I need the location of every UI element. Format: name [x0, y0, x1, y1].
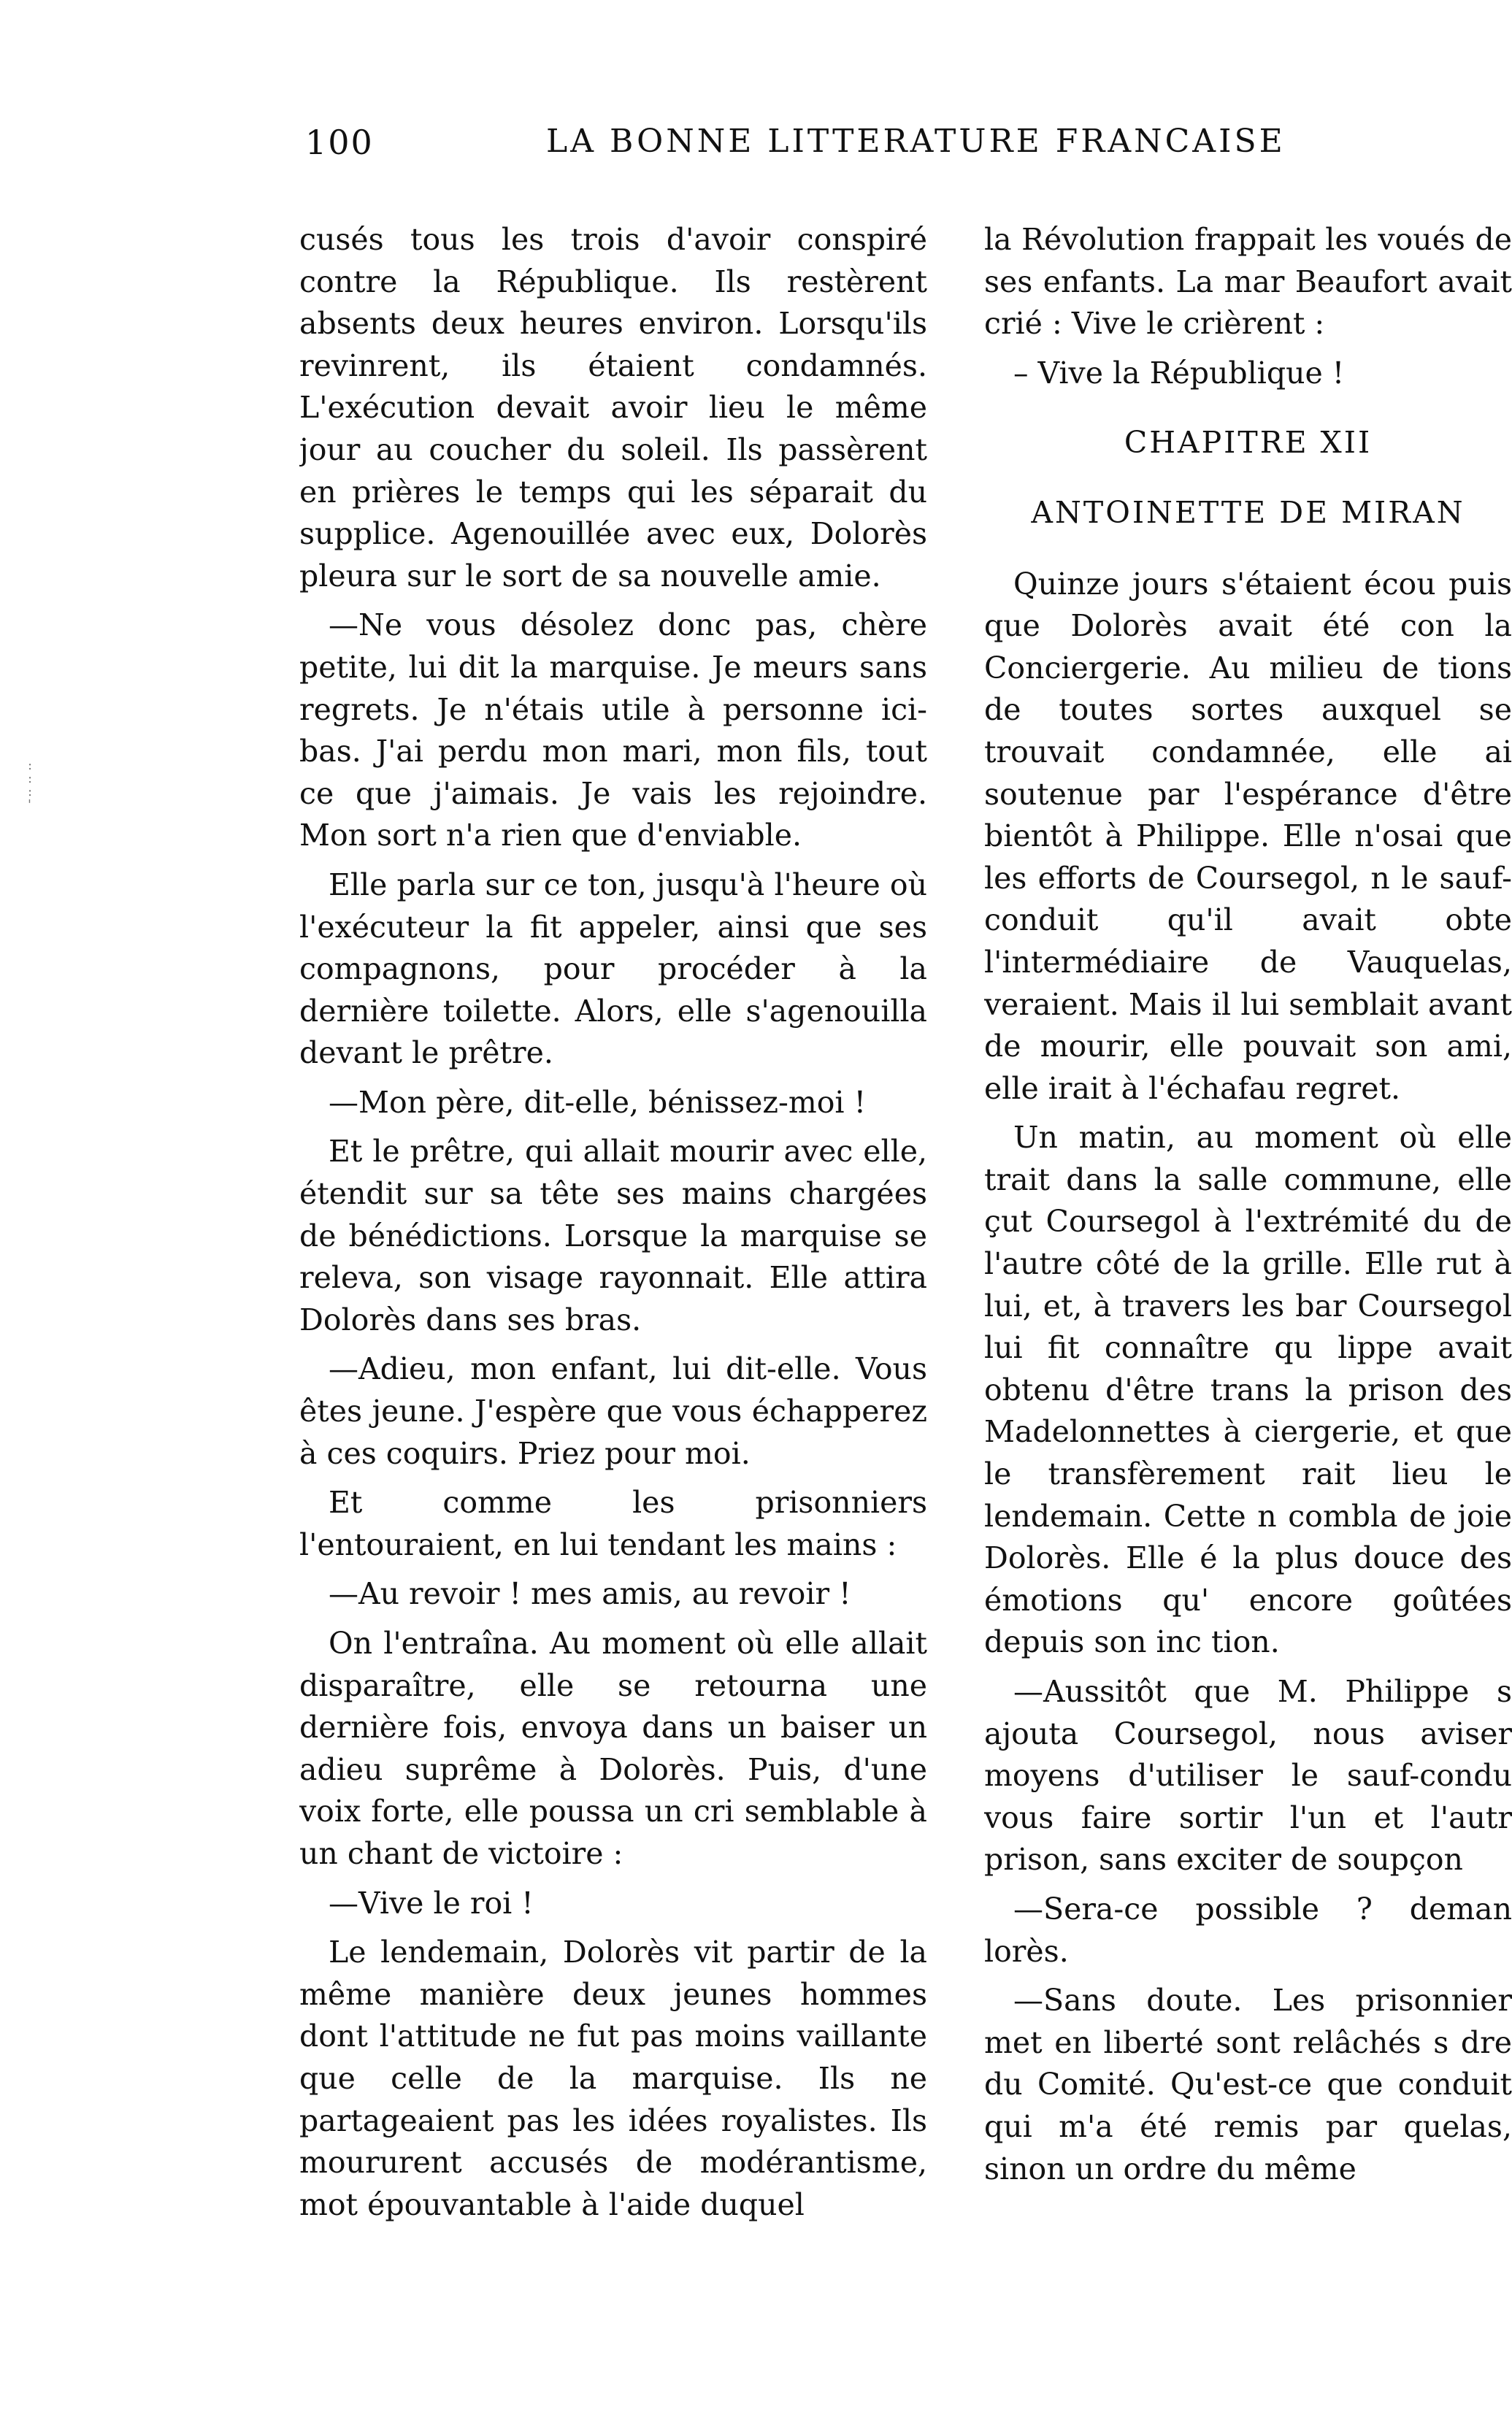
paragraph: —Au revoir ! mes amis, au revoir !	[329, 1576, 851, 1612]
paragraph: Le lendemain, Dolorès vit partir de la même manière deux jeunes hommes dont l'attitude ne fut pas moins vaillante que celle de la marquise. Ils ne partageaient pas les idées royalistes. Ils moururent accusés de modérantisme, mot épouvantable à l'aide duquel	[299, 1935, 927, 2222]
page-number: 100	[305, 123, 374, 162]
paragraph: —Sans doute. Les prisonnier met en liberté sont relâchés s dre du Comité. Qu'est-ce que conduit qui m'a été remis par quelas, sinon un ordre du même	[984, 1983, 1512, 2186]
paragraph: —Vive le roi !	[329, 1885, 534, 1921]
paragraph: Un matin, au moment où elle trait dans la salle commune, elle çut Coursegol à l'extrémité du de l'autre côté de la grille. Elle rut à lui, et, à travers les bar Coursegol lui fit connaître qu lippe avait obtenu d'être trans la prison des Madelonnettes à ciergerie, et que le transfèrement rait lieu le lendemain. Cette n combla de joie Dolorès. Elle é la plus douce des émotions qu' encore goûtées depuis son inc tion.	[984, 1120, 1512, 1660]
paragraph: —Adieu, mon enfant, lui dit-elle. Vous êtes jeune. J'espère que vous échapperez à ces coquirs. Priez pour moi.	[299, 1351, 927, 1471]
paragraph: la Révolution frappait les voués de ses enfants. La mar Beaufort avait crié : Vive le crièrent :	[984, 222, 1512, 342]
right-column	[984, 219, 1512, 2394]
margin-specks: : : : '	[28, 758, 33, 813]
paragraph: —Sera-ce possible ? deman lorès.	[984, 1891, 1512, 1969]
paragraph: Et comme les prisonniers l'entouraient, en lui tendant les mains :	[299, 1485, 927, 1562]
left-column	[299, 219, 927, 2394]
paragraph: – Vive la République !	[1013, 355, 1345, 391]
chapter-number: CHAPITRE XII	[1124, 425, 1373, 461]
paragraph: —Aussitôt que M. Philippe s ajouta Coursegol, nous aviser moyens d'utiliser le sauf-condu vous faire sortir l'un et l'autr prison, sans exciter de soupçon	[984, 1674, 1512, 1878]
paragraph: —Mon père, dit-elle, bénissez-moi !	[329, 1084, 867, 1120]
paragraph: Elle parla sur ce ton, jusqu'à l'heure où l'exécuteur la fit appeler, ainsi que ses compagnons, pour procéder à la dernière toilette. Alors, elle s'agenouilla devant le prêtre.	[299, 867, 927, 1071]
paragraph: On l'entraîna. Au moment où elle allait disparaître, elle se retourna une dernière fois, envoya dans un baiser un adieu suprême à Dolorès. Puis, d'une voix forte, elle poussa un cri semblable à un chant de victoire :	[299, 1626, 927, 1871]
paragraph: Et le prêtre, qui allait mourir avec elle, étendit sur sa tête ses mains chargées de bénédictions. Lorsque la marquise se releva, son visage rayonnait. Elle attira Dolorès dans ses bras.	[299, 1134, 927, 1337]
chapter-title: ANTOINETTE DE MIRAN	[1031, 494, 1465, 530]
paragraph: —Ne vous désolez donc pas, chère petite, lui dit la marquise. Je meurs sans regrets. Je n'étais utile à personne ici-bas. J'ai perdu mon mari, mon fils, tout ce que j'aimais. Je vais les rejoindre. Mon sort n'a rien que d'enviable.	[299, 607, 927, 853]
paragraph: Quinze jours s'étaient écou puis que Dolorès avait été con la Conciergerie. Au milieu de tions de toutes sortes auxquel se trouvait condamnée, elle ai soutenue par l'espérance d'être bientôt à Philippe. Elle n'osai que les efforts de Coursegol, n le sauf-conduit qu'il avait obte l'intermédiaire de Vauquelas, veraient. Mais il lui semblait avant de mourir, elle pouvait son ami, elle irait à l'échafau regret.	[984, 566, 1512, 1106]
page-header	[0, 123, 1512, 196]
paragraph: cusés tous les trois d'avoir conspiré contre la République. Ils restèrent absents deux heures environ. Lorsqu'ils revinrent, ils étaient condamnés. L'exécution devait avoir lieu le même jour au coucher du soleil. Ils passèrent en prières le temps qui les séparait du supplice. Agenouillée avec eux, Dolorès pleura sur le sort de sa nouvelle amie.	[299, 222, 927, 594]
running-title: LA BONNE LITTERATURE FRANCAISE	[546, 123, 1286, 160]
